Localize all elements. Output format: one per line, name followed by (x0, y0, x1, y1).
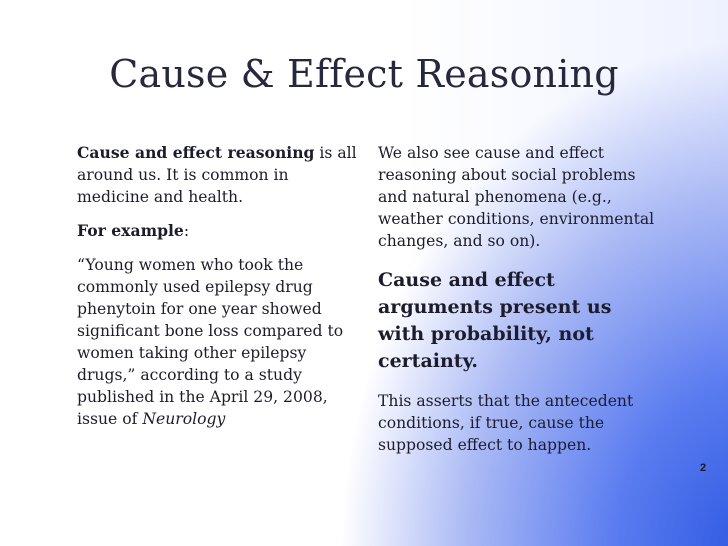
social-paragraph: We also see cause and effect reasoning about social problems and natural phenomena (e.g., weather conditions, environmental changes, and so on). (378, 144, 655, 250)
intro-text: is all around us. It is common in medicine and health. (77, 144, 357, 206)
example-label: For example: (77, 221, 190, 240)
slide-title: Cause & Effect Reasoning (109, 52, 619, 96)
probability-statement: Cause and effect arguments present us with probability, not certainty. (378, 269, 612, 372)
right-column (378, 142, 663, 456)
quote-paragraph (77, 254, 357, 430)
journal-name: Neurology (142, 410, 226, 428)
antecedent-paragraph: This asserts that the antecedent conditions, if true, cause the supposed effect to happen. (378, 392, 634, 454)
left-column (77, 142, 357, 430)
quote-text: “Young women who took the commonly used epilepsy drug phenytoin for one year showed significant bone loss compared to women taking other epilepsy drugs,” according to a study published in the April 29, 2008, issue of (77, 256, 344, 428)
intro-paragraph (77, 142, 357, 208)
intro-bold-term: Cause and effect reasoning (77, 143, 315, 162)
page-number: 2 (699, 462, 707, 474)
